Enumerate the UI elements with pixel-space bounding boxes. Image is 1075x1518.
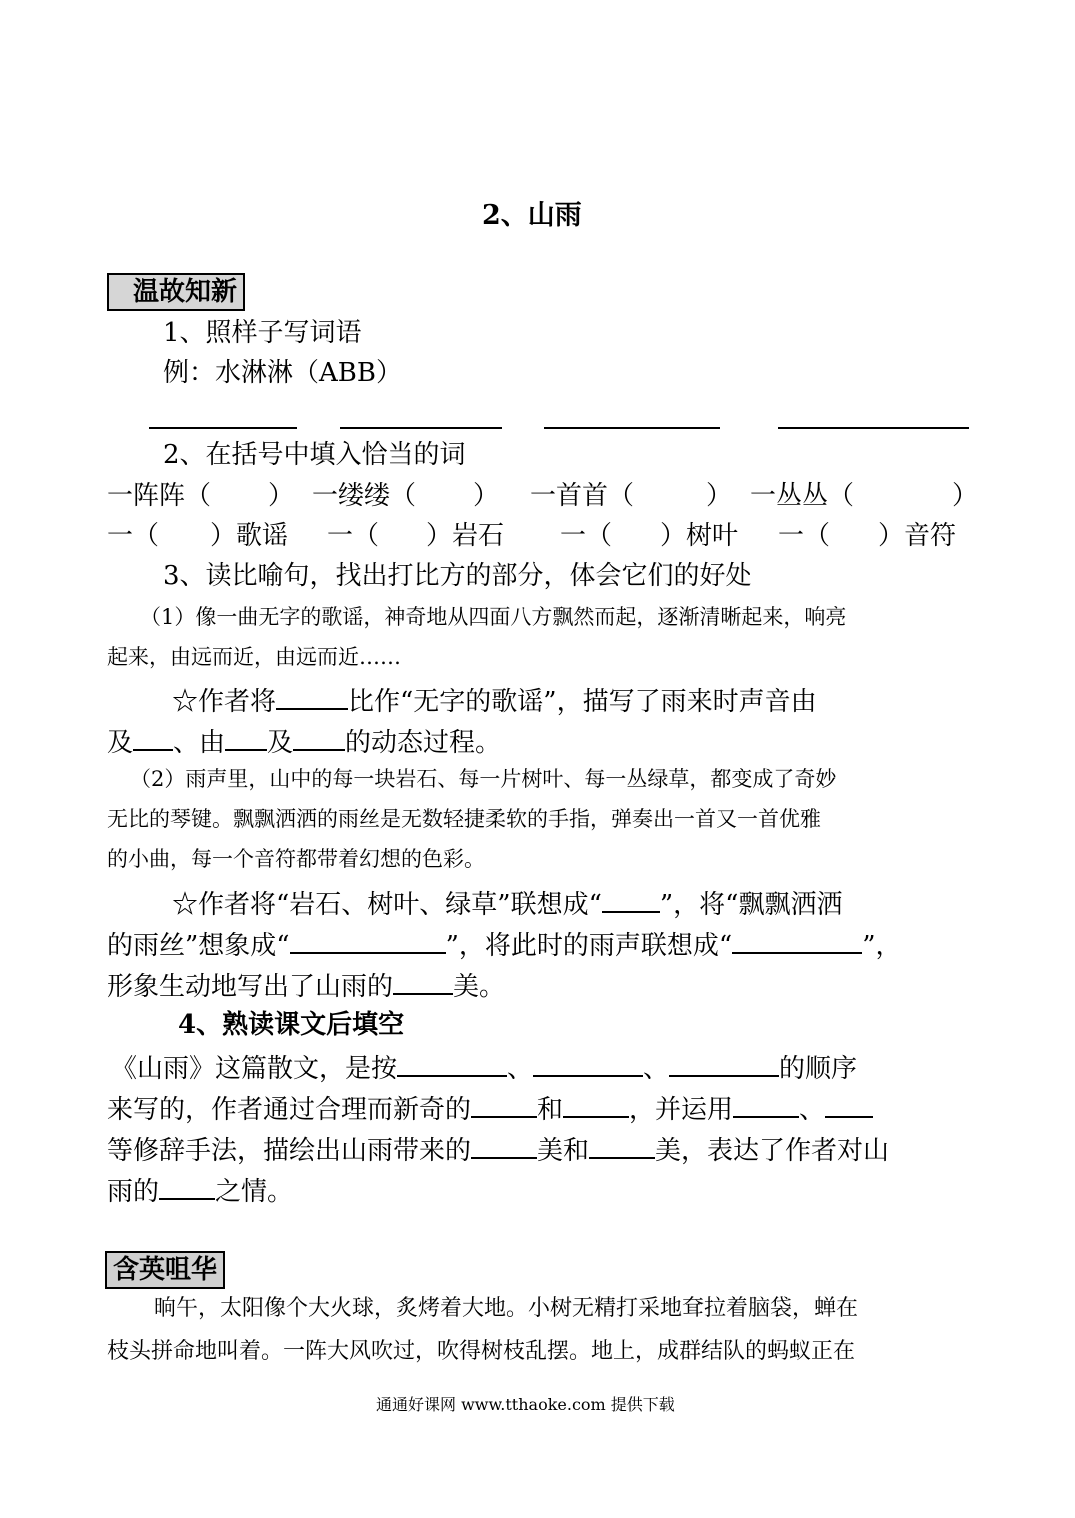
q2-row2-item: ）歌谣 bbox=[210, 521, 289, 551]
section-heading-review: 温故知新 bbox=[107, 273, 245, 311]
q2-row2-item: 一（ bbox=[327, 521, 380, 551]
text: 来写的，作者通过合理而新奇的 bbox=[107, 1095, 472, 1125]
q4-line4 bbox=[107, 1174, 293, 1207]
q3-passage: （2）雨声里，山中的每一块岩石、每一片树叶、每一丛绿草，都变成了奇妙 bbox=[130, 767, 837, 791]
text: 比作“无字的歌谣”，描写了雨来时声音由 bbox=[348, 687, 817, 717]
q4-line2 bbox=[107, 1092, 873, 1125]
text: 雨的 bbox=[107, 1177, 160, 1207]
q2-row1-item: 一阵阵（ bbox=[107, 481, 212, 511]
q2-row2-item: 一（ bbox=[107, 521, 160, 551]
text: 、 bbox=[799, 1095, 826, 1125]
q3-passage: 的小曲，每一个音符都带着幻想的色彩。 bbox=[107, 847, 485, 871]
blank[interactable] bbox=[276, 684, 348, 710]
q2-row1-item: ） bbox=[706, 481, 733, 511]
text: 的顺序 bbox=[779, 1054, 858, 1084]
q2-row2-item: ）岩石 bbox=[426, 521, 505, 551]
text: ☆作者将“岩石、树叶、绿草”联想成“ bbox=[172, 890, 602, 920]
q3-answer2-line1 bbox=[172, 887, 842, 920]
blank[interactable] bbox=[669, 1051, 779, 1077]
q4-line1 bbox=[107, 1051, 857, 1084]
answer-line[interactable] bbox=[544, 427, 720, 429]
section-heading-reading: 含英咀华 bbox=[105, 1251, 225, 1289]
q2-row1-item: 一丛丛（ bbox=[750, 481, 855, 511]
q2-row1-item: 一首首（ bbox=[530, 481, 635, 511]
text: 《山雨》这篇散文，是按 bbox=[111, 1054, 398, 1084]
q3-answer1-line1 bbox=[172, 684, 817, 717]
blank[interactable] bbox=[533, 1051, 643, 1077]
q4-heading: 4、熟读课文后填空 bbox=[178, 1010, 405, 1040]
q2-row1-item: ） bbox=[473, 481, 500, 511]
text: 的动态过程。 bbox=[345, 728, 502, 758]
text: 、由 bbox=[173, 728, 226, 758]
text: 美，表达了作者对山 bbox=[655, 1136, 890, 1166]
q2-row1-item: ） bbox=[268, 481, 295, 511]
text: ”，将“飘飘洒洒 bbox=[659, 890, 843, 920]
q3-text: 3、读比喻句，找出打比方的部分，体会它们的好处 bbox=[163, 561, 752, 591]
q2-row1-item: 一缕缕（ bbox=[312, 481, 417, 511]
q3-passage: 无比的琴键。飘飘洒洒的雨丝是无数轻捷柔软的手指，弹奏出一首又一首优雅 bbox=[107, 807, 821, 831]
blank[interactable] bbox=[225, 725, 267, 751]
blank[interactable] bbox=[393, 969, 453, 995]
blank[interactable] bbox=[290, 928, 446, 954]
text: 及 bbox=[107, 728, 134, 758]
blank[interactable] bbox=[733, 1092, 799, 1118]
text: 形象生动地写出了山雨的 bbox=[107, 972, 394, 1002]
text: ☆作者将 bbox=[172, 687, 277, 717]
q3-answer1-line2 bbox=[107, 725, 501, 758]
answer-line[interactable] bbox=[340, 427, 502, 429]
answer-line[interactable] bbox=[778, 427, 969, 429]
blank[interactable] bbox=[563, 1092, 629, 1118]
blank[interactable] bbox=[602, 887, 660, 913]
blank[interactable] bbox=[589, 1133, 655, 1159]
q1-text: 1、照样子写词语 bbox=[163, 318, 362, 348]
q1-example: 例：水淋淋（ABB） bbox=[163, 358, 402, 388]
text: ”，将此时的雨声联想成“ bbox=[445, 931, 733, 961]
q2-row1-item: ） bbox=[952, 481, 979, 511]
q2-row2-item: ）树叶 bbox=[660, 521, 739, 551]
footer: 通通好课网 www.tthaoke.com 提供下载 bbox=[376, 1395, 675, 1414]
blank[interactable] bbox=[732, 928, 862, 954]
text: ，并运用 bbox=[629, 1095, 734, 1125]
text: 美和 bbox=[537, 1136, 590, 1166]
text: 的雨丝”想象成“ bbox=[107, 931, 290, 961]
q3-passage: 起来，由远而近，由远而近…… bbox=[107, 645, 401, 669]
reading-passage: 枝头拼命地叫着。一阵大风吹过，吹得树枝乱摆。地上，成群结队的蚂蚁正在 bbox=[107, 1339, 856, 1364]
q2-row2-item: 一（ bbox=[560, 521, 613, 551]
q3-answer2-line2 bbox=[107, 928, 901, 961]
q2-text: 2、在括号中填入恰当的词 bbox=[163, 440, 466, 470]
text: 、 bbox=[643, 1054, 670, 1084]
text: 、 bbox=[507, 1054, 534, 1084]
text: 等修辞手法，描绘出山雨带来的 bbox=[107, 1136, 472, 1166]
text: ”， bbox=[862, 931, 902, 961]
q2-row2-item: 一（ bbox=[778, 521, 831, 551]
q2-row2-item: ）音符 bbox=[878, 521, 957, 551]
blank[interactable] bbox=[397, 1051, 507, 1077]
blank[interactable] bbox=[293, 725, 345, 751]
blank[interactable] bbox=[159, 1174, 215, 1200]
blank[interactable] bbox=[471, 1092, 537, 1118]
q3-answer2-line3 bbox=[107, 969, 505, 1002]
blank[interactable] bbox=[133, 725, 173, 751]
blank[interactable] bbox=[825, 1092, 873, 1118]
answer-line[interactable] bbox=[149, 427, 297, 429]
q3-passage: （1）像一曲无字的歌谣，神奇地从四面八方飘然而起，逐渐清晰起来，响亮 bbox=[140, 605, 847, 629]
text: 之情。 bbox=[215, 1177, 294, 1207]
q4-line3 bbox=[107, 1133, 889, 1166]
page-title: 2、山雨 bbox=[482, 200, 582, 231]
blank[interactable] bbox=[471, 1133, 537, 1159]
text: 和 bbox=[537, 1095, 564, 1125]
text: 美。 bbox=[453, 972, 506, 1002]
text: 及 bbox=[267, 728, 294, 758]
reading-passage: 晌午，太阳像个大火球，炙烤着大地。小树无精打采地耷拉着脑袋，蝉在 bbox=[154, 1296, 859, 1321]
